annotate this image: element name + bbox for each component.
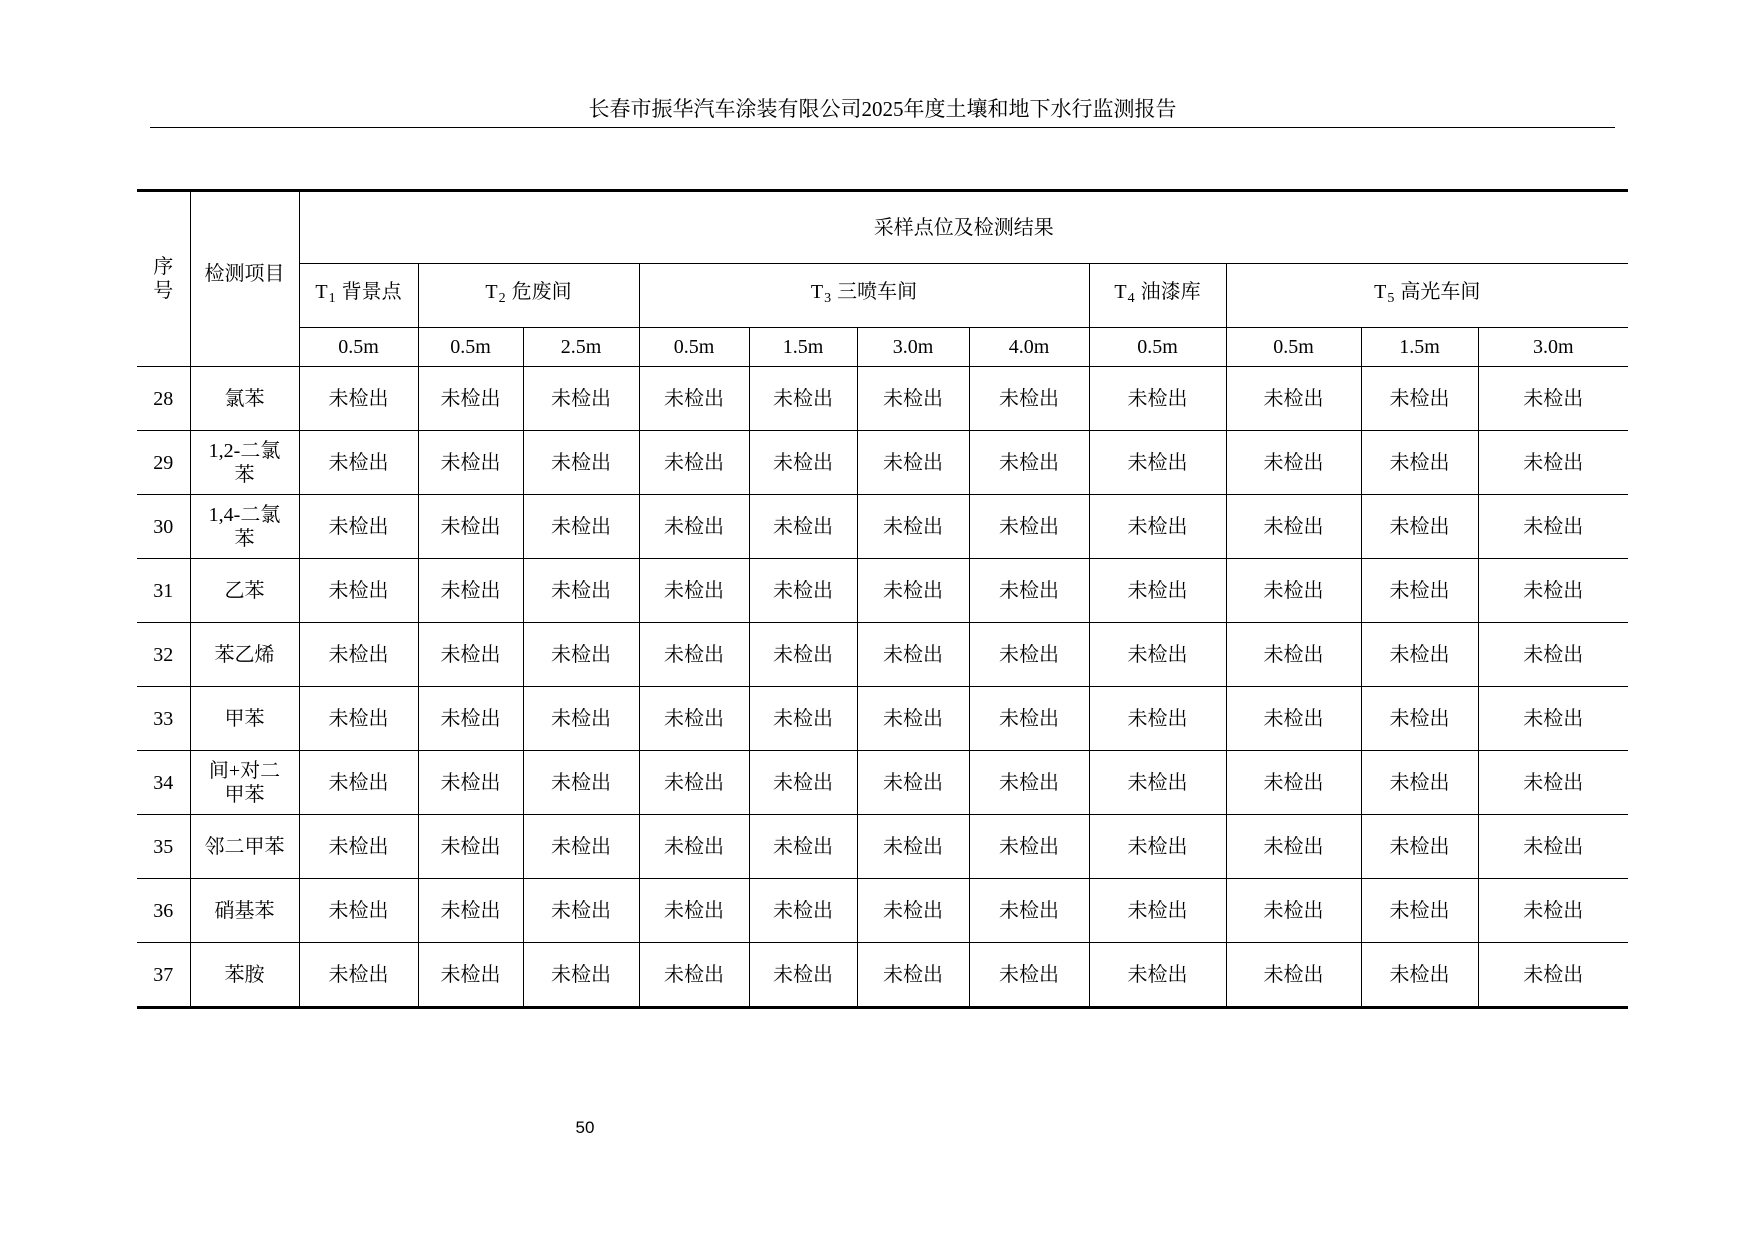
row-item: 氯苯 [190,367,299,431]
result-cell: 未检出 [1478,623,1628,687]
result-cell: 未检出 [299,943,418,1008]
result-cell: 未检出 [1226,687,1361,751]
result-cell: 未检出 [1089,495,1226,559]
result-cell: 未检出 [523,623,639,687]
row-seq: 35 [137,815,190,879]
result-cell: 未检出 [1361,751,1478,815]
result-cell: 未检出 [749,751,857,815]
result-cell: 未检出 [1226,943,1361,1008]
result-cell: 未检出 [299,367,418,431]
result-cell: 未检出 [523,815,639,879]
result-cell: 未检出 [749,943,857,1008]
site-header-t5 [1226,264,1628,328]
result-cell: 未检出 [857,431,969,495]
result-cell: 未检出 [969,815,1089,879]
row-item: 硝基苯 [190,879,299,943]
result-cell: 未检出 [1089,367,1226,431]
result-cell: 未检出 [1361,687,1478,751]
result-cell: 未检出 [1089,879,1226,943]
row-item: 乙苯 [190,559,299,623]
result-cell: 未检出 [418,495,523,559]
depth-header: 2.5m [523,328,639,367]
table-body [137,367,1628,1008]
row-seq: 33 [137,687,190,751]
result-cell: 未检出 [969,495,1089,559]
table-row [137,751,1628,815]
group-header: 采样点位及检测结果 [299,191,1628,264]
result-cell: 未检出 [299,751,418,815]
row-item: 间+对二甲苯 [190,751,299,815]
result-cell: 未检出 [857,623,969,687]
result-cell: 未检出 [1478,815,1628,879]
page-number: 50 [575,1118,595,1137]
result-cell: 未检出 [1361,495,1478,559]
col-header-item: 检测项目 [190,191,299,367]
depth-header: 0.5m [1089,328,1226,367]
result-cell: 未检出 [1089,815,1226,879]
result-cell: 未检出 [1478,687,1628,751]
result-cell: 未检出 [857,815,969,879]
result-cell: 未检出 [1226,559,1361,623]
site-header-t1 [299,264,418,328]
result-cell: 未检出 [418,367,523,431]
result-cell: 未检出 [1478,879,1628,943]
result-cell: 未检出 [1226,431,1361,495]
result-cell: 未检出 [1089,751,1226,815]
site-code: T [315,281,328,303]
result-cell: 未检出 [418,623,523,687]
result-cell: 未检出 [1361,367,1478,431]
result-cell: 未检出 [299,495,418,559]
result-cell: 未检出 [1361,943,1478,1008]
table-row [137,559,1628,623]
result-cell: 未检出 [299,687,418,751]
result-cell: 未检出 [418,751,523,815]
result-cell: 未检出 [1089,687,1226,751]
row-seq: 34 [137,751,190,815]
result-cell: 未检出 [418,687,523,751]
result-cell: 未检出 [418,559,523,623]
result-cell: 未检出 [639,559,749,623]
result-cell: 未检出 [1226,751,1361,815]
site-code-subscript: 4 [1127,291,1135,306]
table-row [137,495,1628,559]
result-cell: 未检出 [749,687,857,751]
row-item: 苯乙烯 [190,623,299,687]
result-cell: 未检出 [418,879,523,943]
monitoring-results-table [137,189,1628,1009]
depth-header: 0.5m [1226,328,1361,367]
row-seq: 37 [137,943,190,1008]
result-cell: 未检出 [749,815,857,879]
table-row [137,623,1628,687]
result-cell: 未检出 [1089,623,1226,687]
result-cell: 未检出 [1361,815,1478,879]
result-cell: 未检出 [969,943,1089,1008]
result-cell: 未检出 [1226,495,1361,559]
site-header-t3 [639,264,1089,328]
result-cell: 未检出 [639,687,749,751]
result-cell: 未检出 [857,495,969,559]
result-cell: 未检出 [1089,943,1226,1008]
result-cell: 未检出 [299,431,418,495]
result-cell: 未检出 [969,623,1089,687]
table-row [137,687,1628,751]
result-cell: 未检出 [418,943,523,1008]
result-cell: 未检出 [749,495,857,559]
row-seq: 28 [137,367,190,431]
result-cell: 未检出 [523,687,639,751]
result-cell: 未检出 [639,943,749,1008]
result-cell: 未检出 [969,431,1089,495]
row-seq: 32 [137,623,190,687]
header-divider [150,127,1615,128]
depth-header: 3.0m [857,328,969,367]
row-seq: 36 [137,879,190,943]
result-cell: 未检出 [299,879,418,943]
result-cell: 未检出 [1089,431,1226,495]
result-cell: 未检出 [969,687,1089,751]
result-cell: 未检出 [969,751,1089,815]
depth-header: 3.0m [1478,328,1628,367]
site-name: 高光车间 [1400,281,1481,303]
header-row-group [137,191,1628,264]
result-cell: 未检出 [639,879,749,943]
result-cell: 未检出 [1361,623,1478,687]
result-cell: 未检出 [1478,495,1628,559]
result-cell: 未检出 [857,751,969,815]
result-cell: 未检出 [639,623,749,687]
result-cell: 未检出 [857,687,969,751]
page-header-title: 长春市振华汽车涂装有限公司2025年度土壤和地下水行监测报告 [588,97,1177,121]
result-cell: 未检出 [639,751,749,815]
result-cell: 未检出 [749,623,857,687]
result-cell: 未检出 [523,495,639,559]
result-cell: 未检出 [523,943,639,1008]
site-code: T [1114,281,1127,303]
depth-header: 0.5m [639,328,749,367]
result-cell: 未检出 [1361,559,1478,623]
table-row [137,431,1628,495]
result-cell: 未检出 [1226,815,1361,879]
result-cell: 未检出 [523,751,639,815]
result-cell: 未检出 [639,367,749,431]
result-cell: 未检出 [969,559,1089,623]
col-header-seq: 序号 [137,191,190,367]
result-cell: 未检出 [1226,367,1361,431]
header-row-depths [137,328,1628,367]
depth-header: 1.5m [1361,328,1478,367]
depth-header: 0.5m [418,328,523,367]
result-cell: 未检出 [299,815,418,879]
row-item: 苯胺 [190,943,299,1008]
result-cell: 未检出 [639,815,749,879]
site-header-t2 [418,264,639,328]
result-cell: 未检出 [1361,431,1478,495]
site-code: T [485,281,498,303]
header-row-sites [137,264,1628,328]
result-cell: 未检出 [1226,879,1361,943]
row-seq: 29 [137,431,190,495]
result-cell: 未检出 [749,431,857,495]
result-cell: 未检出 [1226,623,1361,687]
site-name: 背景点 [341,281,402,303]
row-item: 1,2-二氯苯 [190,431,299,495]
table-row [137,367,1628,431]
result-cell: 未检出 [1478,431,1628,495]
site-code-subscript: 5 [1387,291,1395,306]
site-code-subscript: 1 [328,291,336,306]
result-cell: 未检出 [857,879,969,943]
result-cell: 未检出 [639,431,749,495]
result-cell: 未检出 [857,559,969,623]
depth-header: 0.5m [299,328,418,367]
site-code: T [810,281,824,303]
result-cell: 未检出 [523,367,639,431]
table-row [137,943,1628,1008]
depth-header: 1.5m [749,328,857,367]
table-row [137,879,1628,943]
depth-header: 4.0m [969,328,1089,367]
result-cell: 未检出 [418,431,523,495]
site-name: 油漆库 [1140,281,1201,303]
result-cell: 未检出 [969,879,1089,943]
row-item: 甲苯 [190,687,299,751]
result-cell: 未检出 [639,495,749,559]
result-cell: 未检出 [749,367,857,431]
row-seq: 30 [137,495,190,559]
result-cell: 未检出 [1478,943,1628,1008]
site-code: T [1374,281,1387,303]
site-name: 危废间 [511,281,572,303]
site-name: 三喷车间 [837,281,918,303]
result-cell: 未检出 [857,367,969,431]
result-cell: 未检出 [299,559,418,623]
result-cell: 未检出 [749,879,857,943]
result-cell: 未检出 [749,559,857,623]
result-cell: 未检出 [1478,559,1628,623]
result-cell: 未检出 [857,943,969,1008]
result-cell: 未检出 [1478,367,1628,431]
result-cell: 未检出 [523,431,639,495]
result-cell: 未检出 [523,879,639,943]
row-seq: 31 [137,559,190,623]
site-code-subscript: 3 [824,291,832,306]
result-cell: 未检出 [299,623,418,687]
site-header-t4 [1089,264,1226,328]
row-item: 邻二甲苯 [190,815,299,879]
site-code-subscript: 2 [498,291,506,306]
row-item: 1,4-二氯苯 [190,495,299,559]
result-cell: 未检出 [969,367,1089,431]
table-row [137,815,1628,879]
result-cell: 未检出 [1089,559,1226,623]
result-cell: 未检出 [1478,751,1628,815]
result-cell: 未检出 [1361,879,1478,943]
result-cell: 未检出 [418,815,523,879]
result-cell: 未检出 [523,559,639,623]
